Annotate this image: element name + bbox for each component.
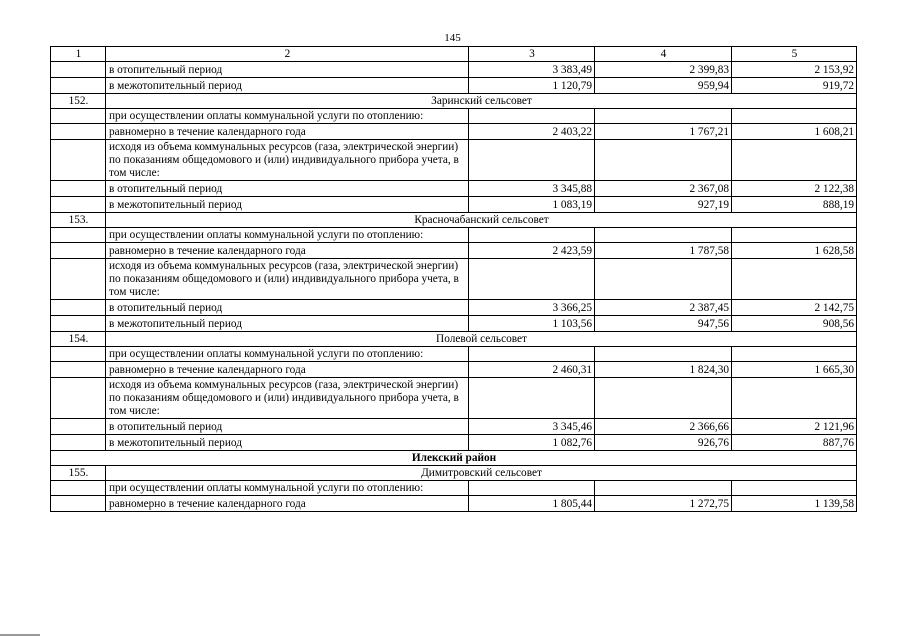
table-row: [51, 197, 857, 213]
value-col4: 2 399,83: [595, 62, 732, 78]
value-col5: [732, 378, 857, 419]
index-cell: [51, 419, 106, 435]
value-col5: [732, 347, 857, 362]
column-header-5: 5: [732, 47, 857, 62]
index-cell: [51, 435, 106, 451]
row-label: при осуществлении оплаты коммунальной услуги по отоплению:: [106, 109, 469, 124]
value-col3: 2 460,31: [469, 362, 595, 378]
value-col5: [732, 481, 857, 496]
index-cell: [51, 78, 106, 94]
index-cell: [51, 197, 106, 213]
value-col4: 959,94: [595, 78, 732, 94]
row-label: в отопительный период: [106, 62, 469, 78]
section-index: 154.: [51, 332, 106, 347]
row-label: в межотопительный период: [106, 197, 469, 213]
value-col3: 1 082,76: [469, 435, 595, 451]
column-header-4: 4: [595, 47, 732, 62]
value-col3: 1 103,56: [469, 316, 595, 332]
value-col5: 2 153,92: [732, 62, 857, 78]
value-col5: 2 122,38: [732, 181, 857, 197]
section-row: [51, 94, 857, 109]
row-label: при осуществлении оплаты коммунальной услуги по отоплению:: [106, 481, 469, 496]
value-col3: 1 120,79: [469, 78, 595, 94]
row-label: при осуществлении оплаты коммунальной услуги по отоплению:: [106, 228, 469, 243]
value-col4: [595, 259, 732, 300]
section-index: 152.: [51, 94, 106, 109]
value-col4: 947,56: [595, 316, 732, 332]
value-col3: 3 345,46: [469, 419, 595, 435]
index-cell: [51, 259, 106, 300]
table-row: [51, 419, 857, 435]
table-row: [51, 496, 857, 512]
value-col3: 3 345,88: [469, 181, 595, 197]
value-col3: [469, 228, 595, 243]
value-col4: 1 767,21: [595, 124, 732, 140]
value-col4: 1 824,30: [595, 362, 732, 378]
scan-edge-mark: [0, 634, 40, 636]
description-row: [51, 140, 857, 181]
table-row: [51, 181, 857, 197]
value-col5: 1 628,58: [732, 243, 857, 259]
index-cell: [51, 140, 106, 181]
index-cell: [51, 181, 106, 197]
value-col4: [595, 378, 732, 419]
value-col3: [469, 109, 595, 124]
value-col5: [732, 228, 857, 243]
index-cell: [51, 378, 106, 419]
table-row: [51, 435, 857, 451]
value-col3: 1 805,44: [469, 496, 595, 512]
value-col3: 2 423,59: [469, 243, 595, 259]
value-col3: 3 366,25: [469, 300, 595, 316]
description-row: [51, 228, 857, 243]
index-cell: [51, 362, 106, 378]
value-col3: 2 403,22: [469, 124, 595, 140]
value-col5: 908,56: [732, 316, 857, 332]
description-row: [51, 481, 857, 496]
value-col3: [469, 140, 595, 181]
table-row: [51, 62, 857, 78]
value-col4: 926,76: [595, 435, 732, 451]
value-col3: 3 383,49: [469, 62, 595, 78]
value-col4: [595, 481, 732, 496]
page-number: 145: [444, 32, 461, 44]
value-col5: [732, 109, 857, 124]
index-cell: [51, 109, 106, 124]
table-row: [51, 124, 857, 140]
section-title: Заринский сельсовет: [106, 94, 857, 109]
row-label: в отопительный период: [106, 300, 469, 316]
value-col5: 1 608,21: [732, 124, 857, 140]
row-label: в отопительный период: [106, 181, 469, 197]
column-header-2: 2: [106, 47, 469, 62]
value-col3: [469, 481, 595, 496]
row-label: в отопительный период: [106, 419, 469, 435]
index-cell: [51, 496, 106, 512]
value-col4: 2 366,66: [595, 419, 732, 435]
value-col3: 1 083,19: [469, 197, 595, 213]
value-col4: 927,19: [595, 197, 732, 213]
value-col4: 2 367,08: [595, 181, 732, 197]
table-row: [51, 300, 857, 316]
description-row: [51, 347, 857, 362]
row-label: в межотопительный период: [106, 435, 469, 451]
value-col5: 1 665,30: [732, 362, 857, 378]
column-header-3: 3: [469, 47, 595, 62]
column-header-row: [51, 47, 857, 62]
index-cell: [51, 300, 106, 316]
section-title: Полевой сельсовет: [106, 332, 857, 347]
index-cell: [51, 62, 106, 78]
district-title: Илекский район: [51, 451, 857, 466]
value-col5: 888,19: [732, 197, 857, 213]
table-row: [51, 243, 857, 259]
value-col4: 2 387,45: [595, 300, 732, 316]
value-col5: [732, 259, 857, 300]
value-col5: 1 139,58: [732, 496, 857, 512]
tariff-table: [50, 46, 857, 512]
section-row: [51, 332, 857, 347]
value-col3: [469, 378, 595, 419]
section-index: 153.: [51, 213, 106, 228]
description-row: [51, 109, 857, 124]
index-cell: [51, 481, 106, 496]
row-label: в межотопительный период: [106, 78, 469, 94]
table-row: [51, 316, 857, 332]
index-cell: [51, 124, 106, 140]
row-label: в межотопительный период: [106, 316, 469, 332]
value-col4: [595, 228, 732, 243]
value-col5: 919,72: [732, 78, 857, 94]
row-label: исходя из объема коммунальных ресурсов (газа, электрической энергии) по показаниям общедомового и (или) индивидуального прибора учета, в том числе:: [106, 140, 469, 181]
value-col4: [595, 347, 732, 362]
value-col3: [469, 347, 595, 362]
section-index: 155.: [51, 466, 106, 481]
value-col5: 2 121,96: [732, 419, 857, 435]
row-label: равномерно в течение календарного года: [106, 362, 469, 378]
section-title: Димитровский сельсовет: [106, 466, 857, 481]
row-label: исходя из объема коммунальных ресурсов (газа, электрической энергии) по показаниям общедомового и (или) индивидуального прибора учета, в том числе:: [106, 259, 469, 300]
index-cell: [51, 316, 106, 332]
value-col4: [595, 109, 732, 124]
index-cell: [51, 228, 106, 243]
value-col4: 1 787,58: [595, 243, 732, 259]
section-row: [51, 213, 857, 228]
row-label: равномерно в течение календарного года: [106, 243, 469, 259]
value-col4: [595, 140, 732, 181]
section-row: [51, 466, 857, 481]
row-label: при осуществлении оплаты коммунальной услуги по отоплению:: [106, 347, 469, 362]
value-col5: 887,76: [732, 435, 857, 451]
description-row: [51, 378, 857, 419]
row-label: равномерно в течение календарного года: [106, 496, 469, 512]
row-label: равномерно в течение календарного года: [106, 124, 469, 140]
column-header-1: 1: [51, 47, 106, 62]
table-row: [51, 78, 857, 94]
district-row: [51, 451, 857, 466]
table-row: [51, 362, 857, 378]
value-col3: [469, 259, 595, 300]
section-title: Красночабанский сельсовет: [106, 213, 857, 228]
value-col5: 2 142,75: [732, 300, 857, 316]
description-row: [51, 259, 857, 300]
index-cell: [51, 243, 106, 259]
value-col5: [732, 140, 857, 181]
index-cell: [51, 347, 106, 362]
row-label: исходя из объема коммунальных ресурсов (газа, электрической энергии) по показаниям общедомового и (или) индивидуального прибора учета, в том числе:: [106, 378, 469, 419]
value-col4: 1 272,75: [595, 496, 732, 512]
